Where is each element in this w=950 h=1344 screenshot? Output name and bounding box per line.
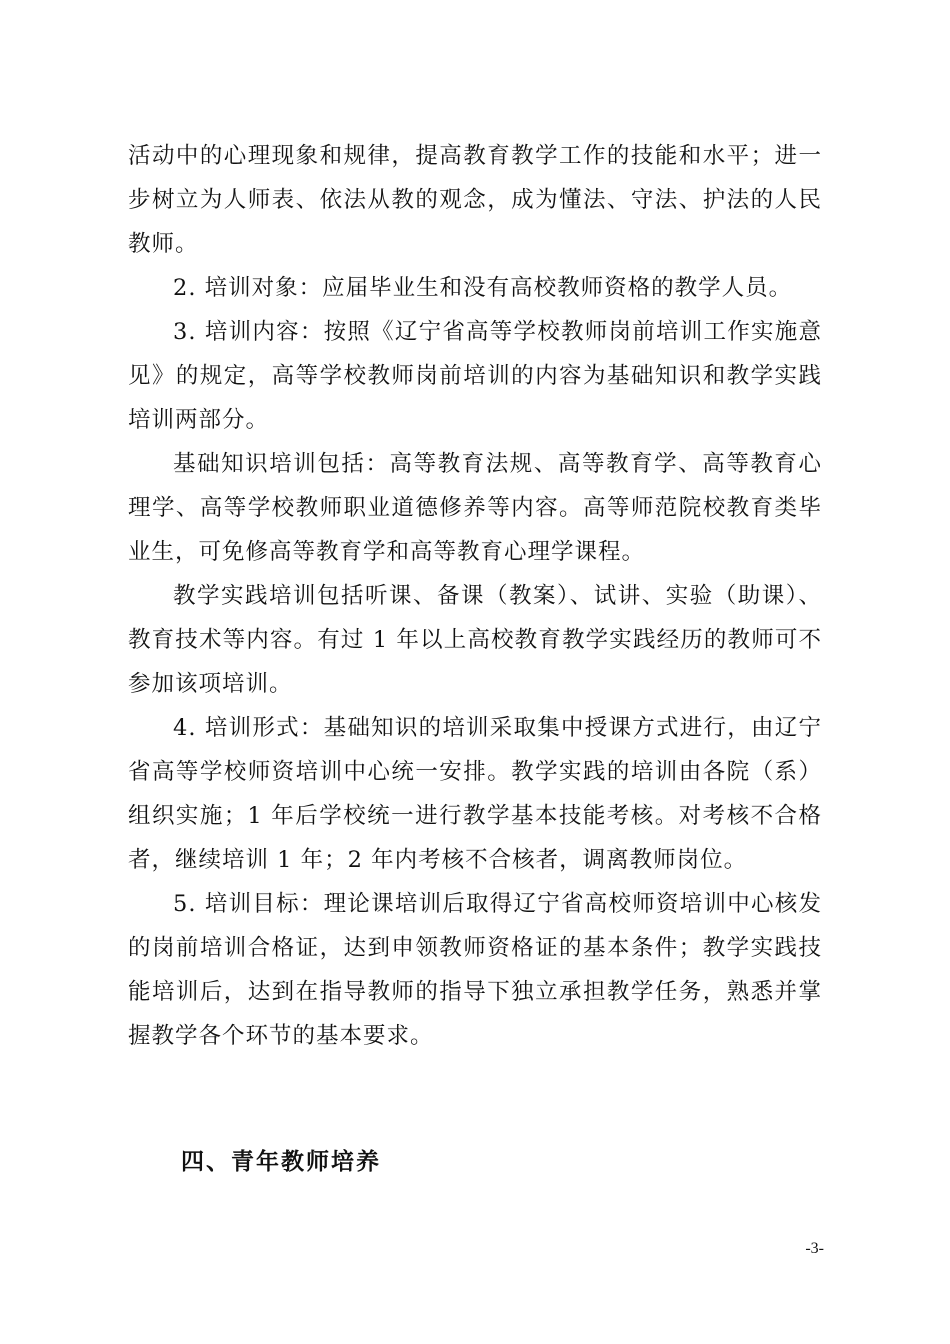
paragraph-training-target-group: 2. 培训对象：应届毕业生和没有高校教师资格的教学人员。: [173, 275, 793, 301]
paragraph-teaching-practice: 教学实践培训包括听课、备课（教案）、试讲、实验（助课）、教育技术等内容。有过 1 年以上高校教育教学实践经历的教师可不参加该项培训。: [128, 583, 822, 697]
paragraph-training-goal: 5. 培训目标：理论课培训后取得辽宁省高校师资培训中心核发的岗前培训合格证，达到申领教师资格证的基本条件；教学实践技能培训后，达到在指导教师的指导下独立承担教学任务，熟悉并掌握教学各个环节的基本要求。: [128, 891, 822, 1049]
paragraph-continuation: 活动中的心理现象和规律，提高教育教学工作的技能和水平；进一步树立为人师表、依法从教的观念，成为懂法、守法、护法的人民教师。: [128, 143, 822, 257]
paragraph-basic-knowledge: 基础知识培训包括：高等教育法规、高等教育学、高等教育心理学、高等学校教师职业道德修养等内容。高等师范院校教育类毕业生，可免修高等教育学和高等教育心理学课程。: [128, 451, 822, 565]
page-number: -3-: [805, 1240, 824, 1257]
section-heading: 四、青年教师培养: [181, 1149, 381, 1175]
paragraph-training-content: 3. 培训内容：按照《辽宁省高等学校教师岗前培训工作实施意见》的规定，高等学校教师岗前培训的内容为基础知识和教学实践培训两部分。: [128, 319, 822, 433]
paragraph-training-form: 4. 培训形式：基础知识的培训采取集中授课方式进行，由辽宁省高等学校师资培训中心统一安排。教学实践的培训由各院（系）组织实施；1 年后学校统一进行教学基本技能考核。对考核不合格者，继续培训 1 年；2 年内考核不合核者，调离教师岗位。: [128, 715, 822, 873]
body-text: [128, 134, 822, 1058]
